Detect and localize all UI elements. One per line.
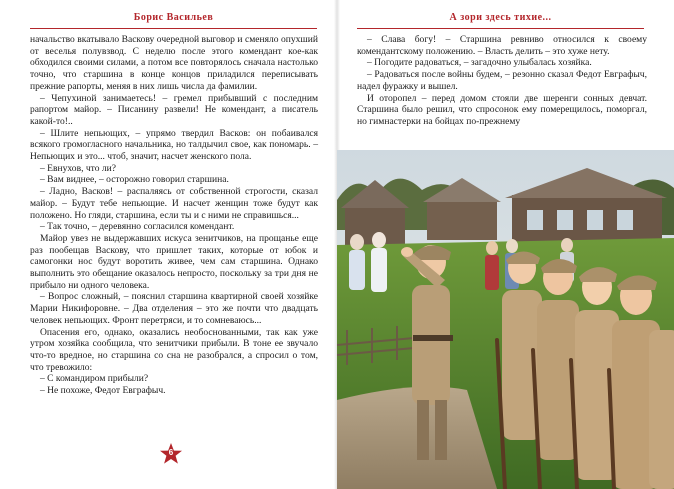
paragraph: – Так точно, – деревянно согласился комендант.: [40, 221, 235, 233]
paragraph: – Чепухиной занимаетесь! – гремел прибывший с последним рапортом майор. – Писанину развели! Не комендант, а писатель какой-то!..: [30, 92, 318, 127]
paragraph: – Вопрос сложный, – пояснил старшина квартирной своей хозяйке Марии Никифоровне. – Два отделения – это же почти что двадцать человек непьющих. Фронт перетряси, и то сомневаюсь...: [30, 291, 318, 326]
paragraph: – Слава богу! – Старшина ревниво относился к своему комендантскому положению. – Власть делить – это хуже нету.: [357, 34, 647, 57]
paragraph: начальство вкатывало Васкову очередной выговор и сменяло опухший от веселья полувзвод. С неделю после этого комендант кое-как обходился своими силами, а потом все повторялось сначала настолько точно, что старшина в конце концов приладился переписывать прежние рапорты, меняя в них лишь числа да фамилии.: [30, 34, 318, 92]
paragraph: – Погодите радоваться, – загадочно улыбалась хозяйка.: [367, 57, 592, 69]
running-head-title: А зори здесь тихие...: [449, 12, 552, 23]
paragraph: – Вам виднее, – осторожно говорил старшина.: [40, 174, 229, 186]
illustration-art: [337, 150, 674, 489]
paragraph: – Не похоже, Федот Евграфыч.: [40, 385, 166, 397]
header-rule: [30, 28, 317, 29]
paragraph: – Евнухов, что ли?: [40, 162, 116, 174]
soldier-girls-illustration: [337, 150, 674, 489]
paragraph: Майор увез не выдержавших искуса зенитчиков, на прощанье еще раз пообещав Васкову, что пришлет таких, которые от юбок и самогонки нос будут воротить живее, чем сам старшина. Однако выполнить это обещание оказалось непросто, поскольку за три дня не прибыло ни одного человека.: [30, 232, 318, 291]
right-page-text: [357, 34, 647, 128]
paragraph: – Радоваться после войны будем, – резонно сказал Федот Евграфыч, надел фуражку и вышел.: [357, 69, 647, 92]
paragraph: – Шлите непьющих, – упрямо твердил Васков: он побаивался всякого громогласного начальника, но талдычил свое, как пономарь. – Непьющих и это... чтоб, значит, насчет женского пола.: [30, 127, 318, 163]
header-rule: [357, 28, 644, 29]
page-number-star: [159, 442, 183, 466]
page-number: 6: [168, 448, 174, 457]
left-page-text: [30, 34, 318, 397]
paragraph: И оторопел – перед домом стояли две шеренги сонных девчат. Старшина было решил, что спросонок ему померещилось, поморгал, но гимнастерки на бойцах по-прежнему: [357, 92, 647, 127]
running-head-author: Борис Васильев: [133, 12, 214, 23]
paragraph: – С командиром прибыли?: [40, 373, 149, 385]
paragraph: – Ладно, Васков! – распаляясь от собственной строгости, сказал майор. – Будут тебе непьющие. И насчет женщин тоже будут как положено. Но гляди, старшина, если ты и с ними не справишься...: [30, 186, 318, 221]
right-page: [337, 0, 674, 489]
paragraph: Опасения его, однако, оказались необоснованными, так как уже утром хозяйка сообщила, что зенитчики прибыли. В тоне ее звучало что-то вредное, но старшина со сна не разобрался, а спросил о том, что тревожило:: [30, 326, 318, 373]
